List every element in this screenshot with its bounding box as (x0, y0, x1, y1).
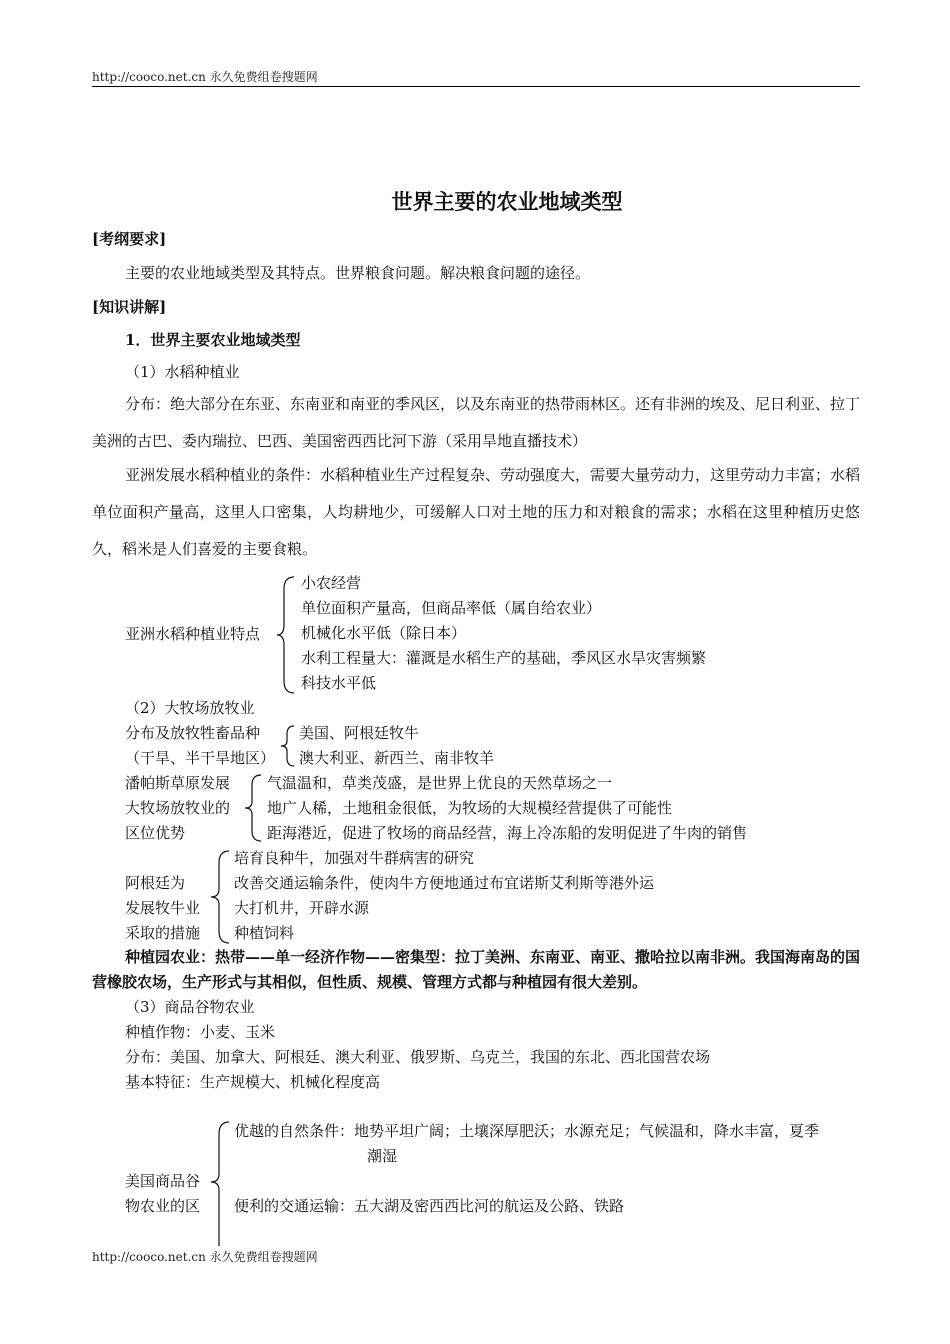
ranch-dist-label: 分布及放牧牲畜品种 (125, 724, 261, 742)
rice-conditions: 亚洲发展水稻种植业的条件：水稻种植业生产过程复杂、劳动强度大，需要大量劳动力，这里劳动力丰富；水稻单位面积产量高，这里人口密集，人均耕地少，可缓解人口对土地的压力和对粮食的需求；水稻在这里种植历史悠久，稻米是人们喜爱的主要食粮。 (92, 466, 861, 558)
section-kaogang: [考纲要求] (92, 230, 167, 248)
rice-feature-item: 小农经营 (301, 574, 362, 592)
brace-pampas (244, 773, 264, 843)
rice-feature-item: 单位面积产量高，但商品率低（属自给农业） (301, 599, 602, 617)
plantation-paragraph: 种植园农业：热带——单一经济作物——密集型：拉丁美洲、东南亚、南亚、撒哈拉以南非洲。我国海南岛的国营橡胶农场，生产形式与其相似，但性质、规模、管理方式都与种植园有很大差别。 (92, 948, 861, 991)
argentina-item: 改善交通运输条件，使肉牛方便地通过布宜诺斯艾利斯等港外运 (234, 874, 655, 892)
brace-rice (276, 575, 298, 695)
pampas-label: 潘帕斯草原发展 (125, 774, 231, 792)
rice-feature-item: 机械化水平低（除日本） (301, 624, 467, 642)
pampas-label: 区位优势 (125, 824, 186, 842)
us-grain-item: 优越的自然条件：地势平坦广阔；土壤深厚肥沃；水源充足；气候温和，降水丰富，夏季 (234, 1122, 820, 1140)
header-url[interactable]: http://cooco.net.cn 永久免费组卷搜题网 (92, 70, 318, 84)
pampas-item: 距海港近，促进了牧场的商品经营，海上冷冻船的发明促进了牛肉的销售 (267, 824, 748, 842)
grain-feature: 基本特征：生产规模大、机械化程度高 (125, 1073, 381, 1091)
argentina-item: 培育良种牛，加强对牛群病害的研究 (234, 849, 475, 867)
us-grain-item-cont: 潮湿 (367, 1147, 398, 1165)
ranch-dist-item: 澳大利亚、新西兰、南非牧羊 (299, 749, 495, 767)
ranch-dist-item: 美国、阿根廷牧牛 (299, 724, 420, 742)
rice-feature-item: 科技水平低 (301, 674, 377, 692)
argentina-item: 大打机井，开辟水源 (234, 899, 370, 917)
brace-argentina (210, 849, 232, 945)
argentina-label: 采取的措施 (125, 924, 201, 942)
rice-features-label: 亚洲水稻种植业特点 (125, 625, 261, 643)
us-grain-label: 物农业的区 (125, 1197, 201, 1215)
pampas-item: 地广人稀，土地租金很低，为牧场的大规模经营提供了可能性 (267, 799, 673, 817)
grain-crops: 种植作物：小麦、玉米 (125, 1023, 276, 1041)
brace-us-grain (210, 1120, 232, 1246)
argentina-label: 发展牧牛业 (125, 899, 201, 917)
ranch-heading: （2）大牧场放牧业 (125, 699, 255, 717)
section-zhishi: [知识讲解] (92, 298, 167, 316)
argentina-item: 种植饲料 (234, 924, 295, 942)
ranch-dist-label: （干旱、半干旱地区） (125, 749, 276, 767)
rice-feature-item: 水利工程量大：灌溉是水稻生产的基础，季风区水旱灾害频繁 (301, 649, 707, 667)
brace-ranch-dist (279, 724, 297, 768)
pampas-label: 大牧场放牧业的 (125, 799, 231, 817)
rice-distribution: 分布：绝大部分在东亚、东南亚和南亚的季风区，以及东南亚的热带雨林区。还有非洲的埃及、尼日利亚、拉丁美洲的古巴、委内瑞拉、巴西、美国密西西比河下游（采用旱地直播技术） (92, 395, 861, 450)
rice-heading: （1）水稻种植业 (125, 363, 240, 381)
footer-url[interactable]: http://cooco.net.cn 永久免费组卷搜题网 (92, 1250, 318, 1264)
argentina-label: 阿根廷为 (125, 874, 186, 892)
heading-1: 1．世界主要农业地域类型 (125, 331, 301, 349)
page-title: 世界主要的农业地域类型 (391, 190, 623, 214)
us-grain-item: 便利的交通运输：五大湖及密西西比河的航运及公路、铁路 (234, 1197, 625, 1215)
kaogang-text: 主要的农业地域类型及其特点。世界粮食问题。解决粮食问题的途径。 (125, 264, 591, 282)
us-grain-label: 美国商品谷 (125, 1172, 201, 1190)
grain-distribution: 分布：美国、加拿大、阿根廷、澳大利亚、俄罗斯、乌克兰，我国的东北、西北国营农场 (125, 1048, 711, 1066)
pampas-item: 气温温和，草类茂盛，是世界上优良的天然草场之一 (267, 774, 613, 792)
grain-heading: （3）商品谷物农业 (125, 998, 255, 1016)
header-rule (92, 86, 860, 87)
